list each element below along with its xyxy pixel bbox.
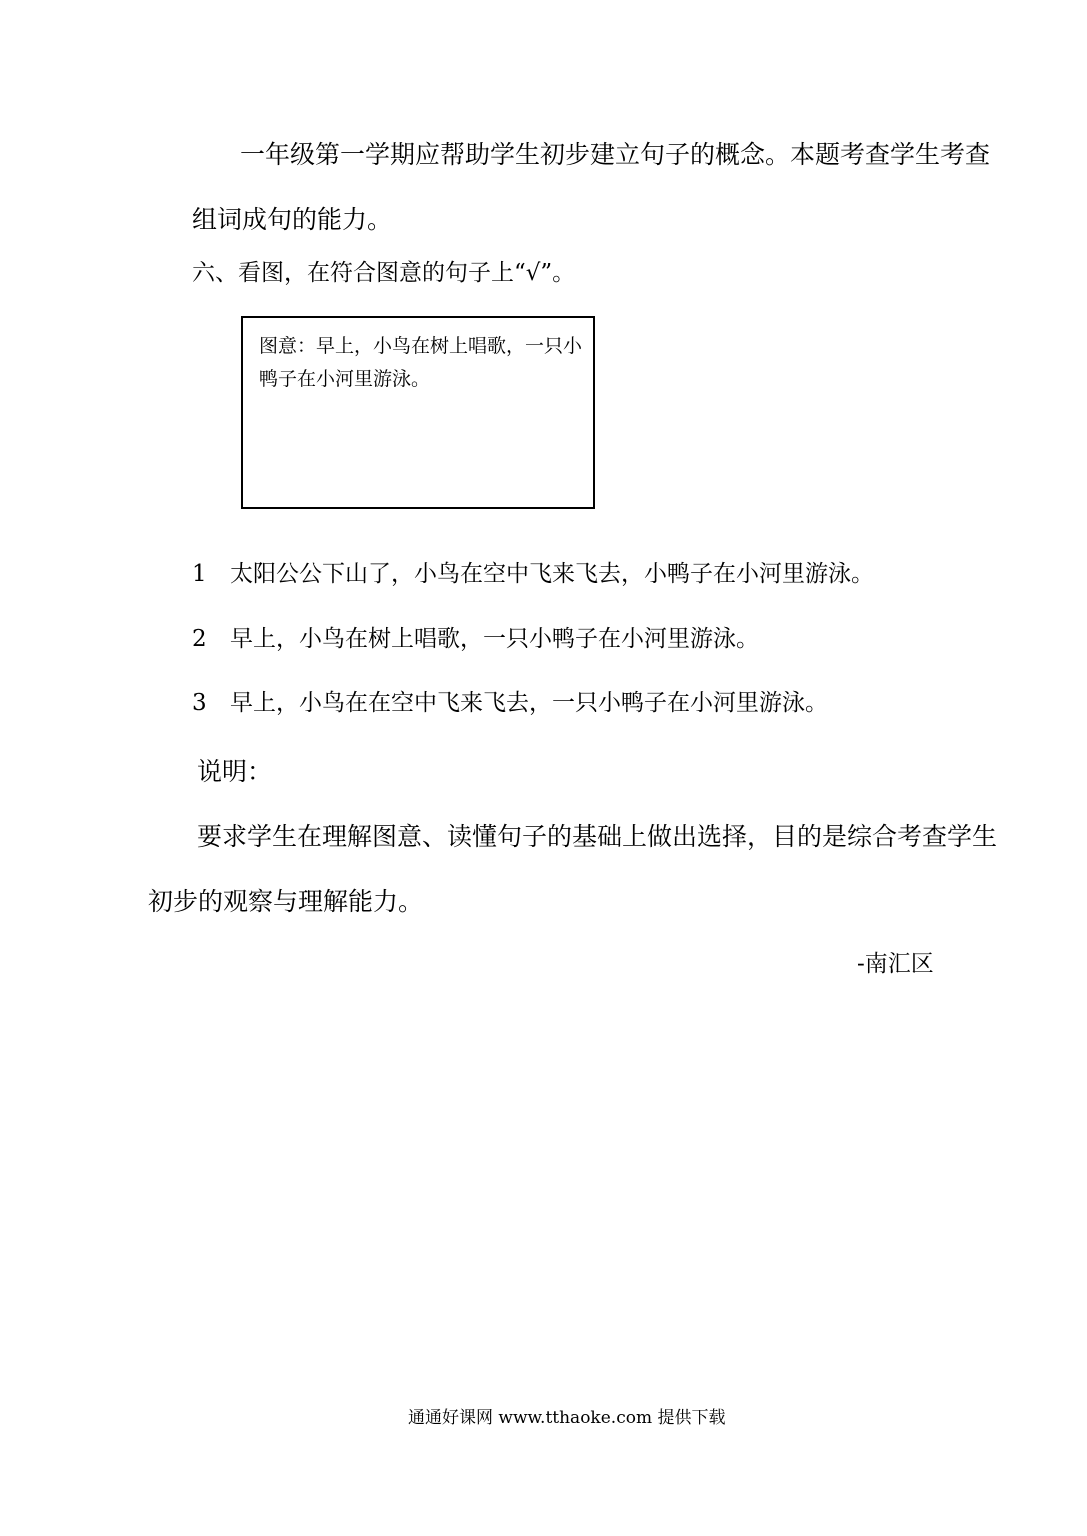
option-3[interactable] [192, 692, 828, 715]
footer-source: 通通好课网 www.tthaoke.com 提供下载 [408, 1408, 726, 1428]
intro-line-1: 一年级第一学期应帮助学生初步建立句子的概念。本题考查学生考查 [240, 140, 991, 169]
picture-description: 图意：早上，小鸟在树上唱歌，一只小鸭子在小河里游泳。 [259, 335, 583, 390]
option-text: 太阳公公下山了，小鸟在空中飞来飞去，小鸭子在小河里游泳。 [230, 561, 874, 587]
note-label: 说明： [197, 757, 273, 786]
note-line-2: 初步的观察与理解能力。 [148, 887, 424, 916]
question-6-title: 六、看图，在符合图意的句子上“√”。 [192, 260, 576, 286]
picture-box [241, 316, 595, 509]
option-2[interactable] [192, 628, 759, 651]
option-text: 早上，小鸟在在空中飞来飞去，一只小鸭子在小河里游泳。 [230, 690, 828, 716]
note-line-1: 要求学生在理解图意、读懂句子的基础上做出选择，目的是综合考查学生 [197, 822, 998, 851]
option-number: 3 [192, 690, 207, 716]
district-signature: -南汇区 [857, 951, 934, 977]
intro-line-2: 组词成句的能力。 [192, 205, 393, 234]
option-number: 1 [192, 561, 207, 587]
option-number: 2 [192, 626, 207, 652]
option-text: 早上，小鸟在树上唱歌，一只小鸭子在小河里游泳。 [230, 626, 759, 652]
option-1[interactable] [192, 563, 874, 586]
